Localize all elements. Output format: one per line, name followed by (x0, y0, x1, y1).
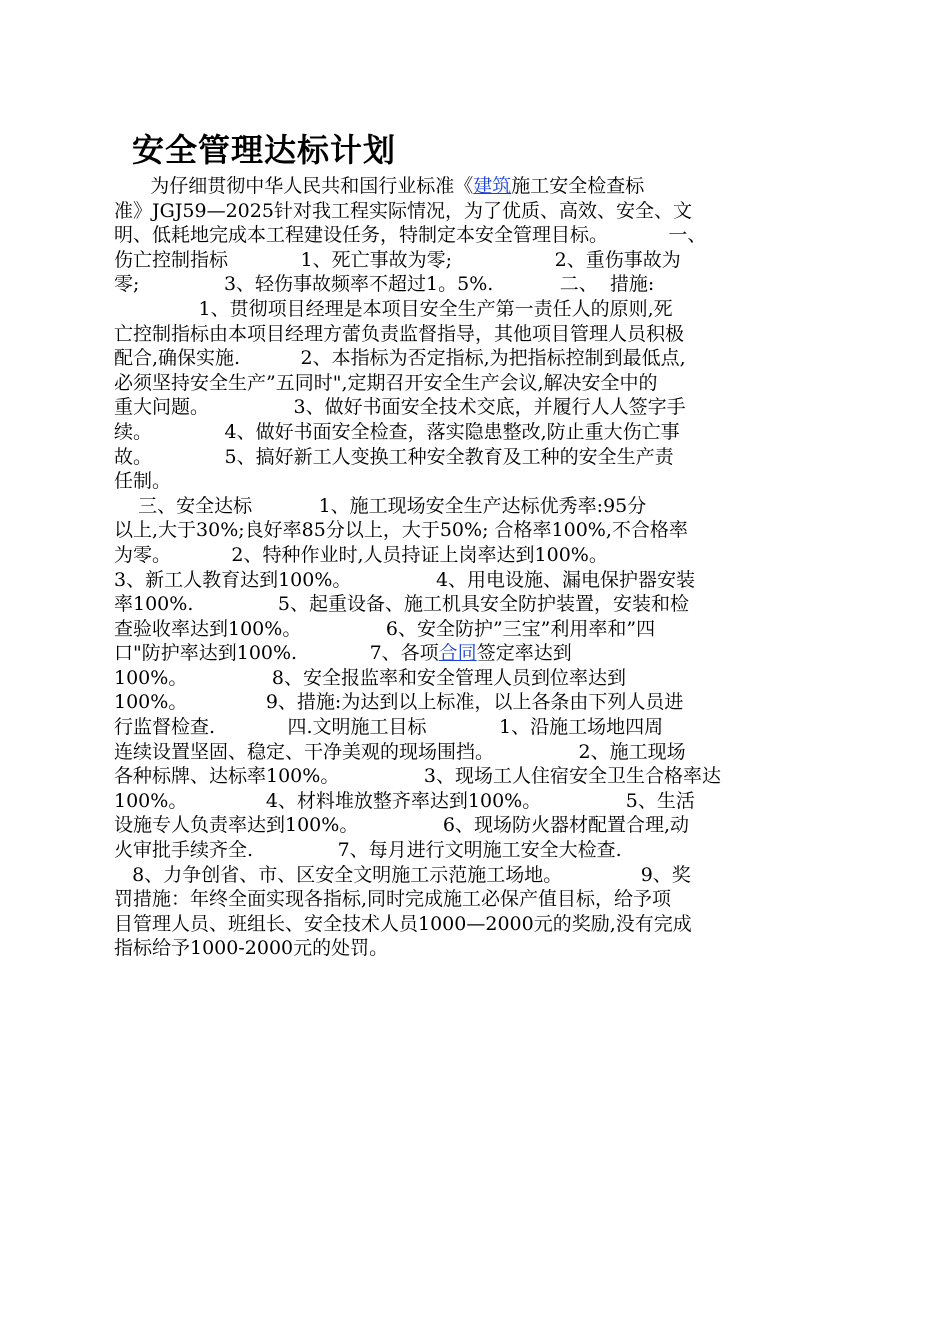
body-line (114, 617, 854, 642)
line-text: 伤亡控制指标 1、死亡事故为零; 2、重伤事故为 (114, 248, 681, 271)
line-text: 续。 4、做好书面安全检查，落实隐患整改,防止重大伤亡事 (114, 420, 680, 443)
body-line (114, 641, 854, 666)
line-text: 率100%. 5、起重设备、施工机具安全防护装置，安装和检 (114, 593, 690, 616)
body-line (114, 764, 854, 789)
body-line (114, 740, 854, 765)
line-text: 设施专人负责率达到100%。 6、现场防火器材配置合理,动 (114, 814, 690, 837)
line-text: 故。 5、搞好新工人变换工种安全教育及工种的安全生产责 (114, 445, 674, 468)
line-text: 3、新工人教育达到100%。 4、用电设施、漏电保护器安装 (114, 568, 696, 591)
line-text: 指标给予1000-2000元的处罚。 (114, 937, 389, 960)
body-line (114, 272, 854, 297)
body-line (114, 494, 854, 519)
line-text: 行监督检查. 四.文明施工目标 1、沿施工场地四周 (114, 716, 664, 739)
body-line (114, 912, 854, 937)
line-text: 火审批手续齐全. 7、每月进行文明施工安全大检查. (114, 839, 622, 862)
body-line (114, 715, 854, 740)
body-line (114, 568, 854, 593)
line-text: 100%。 9、措施:为达到以上标准，以上各条由下列人员进 (114, 691, 684, 714)
line-text: 零; 3、轻伤事故频率不超过1。5%. 二、 措施: (114, 273, 655, 296)
body-line (114, 838, 854, 863)
body-line (114, 936, 854, 961)
document-body (114, 174, 854, 961)
line-text: 100%。 4、材料堆放整齐率达到100%。 5、生活 (114, 789, 695, 812)
body-line (114, 297, 854, 322)
line-text: 为仔细贯彻中华人民共和国行业标准《 (114, 175, 474, 197)
inline-link[interactable]: 合同 (438, 642, 477, 665)
line-text: 施工安全检查标 (511, 175, 645, 197)
line-text: 明、低耗地完成本工程建设任务，特制定本安全管理目标。 一、 (114, 224, 707, 247)
body-line (114, 518, 854, 543)
line-text: 目管理人员、班组长、安全技术人员1000—2000元的奖励,没有完成 (114, 912, 692, 935)
body-line (114, 863, 854, 888)
body-line (114, 666, 854, 691)
line-text: 100%。 8、安全报监率和安全管理人员到位率达到 (114, 666, 626, 689)
line-text: 必须坚持安全生产”五同时",定期召开安全生产会议,解决安全中的 (114, 371, 658, 394)
line-text: 三、安全达标 1、施工现场安全生产达标优秀率:95分 (114, 494, 647, 517)
body-line (114, 420, 854, 445)
line-text: 准》JGJ59—2025针对我工程实际情况，为了优质、高效、安全、文 (114, 199, 692, 222)
line-text: 亡控制指标由本项目经理方蕾负责监督指导，其他项目管理人员积极 (114, 322, 685, 345)
document-title: 安全管理达标计划 (132, 131, 397, 169)
line-text: 配合,确保实施. 2、本指标为否定指标,为把指标控制到最低点, (114, 347, 686, 370)
line-text: 8、力争创省、市、区安全文明施工示范施工场地。 9、奖 (114, 863, 691, 886)
line-text: 连续设置坚固、稳定、干净美观的现场围挡。 2、施工现场 (114, 740, 686, 763)
body-line (114, 789, 854, 814)
body-line (114, 395, 854, 420)
body-line (114, 543, 854, 568)
line-text: 以上,大于30%;良好率85分以上，大于50%; 合格率100%,不合格率 (114, 519, 688, 542)
line-text: 任制。 (114, 470, 172, 493)
line-text: 为零。 2、特种作业时,人员持证上岗率达到100%。 (114, 543, 608, 566)
line-text: 查验收率达到100%。 6、安全防护”三宝”利用率和”四 (114, 617, 656, 640)
body-line (114, 592, 854, 617)
line-text: 重大问题。 3、做好书面安全技术交底，并履行人人签字手 (114, 396, 686, 419)
body-line (114, 199, 854, 224)
line-text: 各种标牌、达标率100%。 3、现场工人住宿安全卫生合格率达 (114, 765, 721, 788)
line-text: 口"防护率达到100%. 7、各项 (114, 642, 439, 665)
body-line (114, 690, 854, 715)
body-line (114, 469, 854, 494)
body-line (114, 813, 854, 838)
body-line (114, 887, 854, 912)
line-text: 签定率达到 (476, 642, 572, 665)
body-line (114, 445, 854, 470)
body-line (114, 248, 854, 273)
line-text: 罚措施：年终全面实现各指标,同时完成施工必保产值目标，给予项 (114, 888, 672, 911)
line-text: 1、贯彻项目经理是本项目安全生产第一责任人的原则,死 (114, 297, 673, 320)
inline-link[interactable]: 建筑 (473, 175, 512, 197)
body-line (114, 322, 854, 347)
body-line (114, 174, 854, 199)
body-line (114, 371, 854, 396)
body-line (114, 223, 854, 248)
body-line (114, 346, 854, 371)
